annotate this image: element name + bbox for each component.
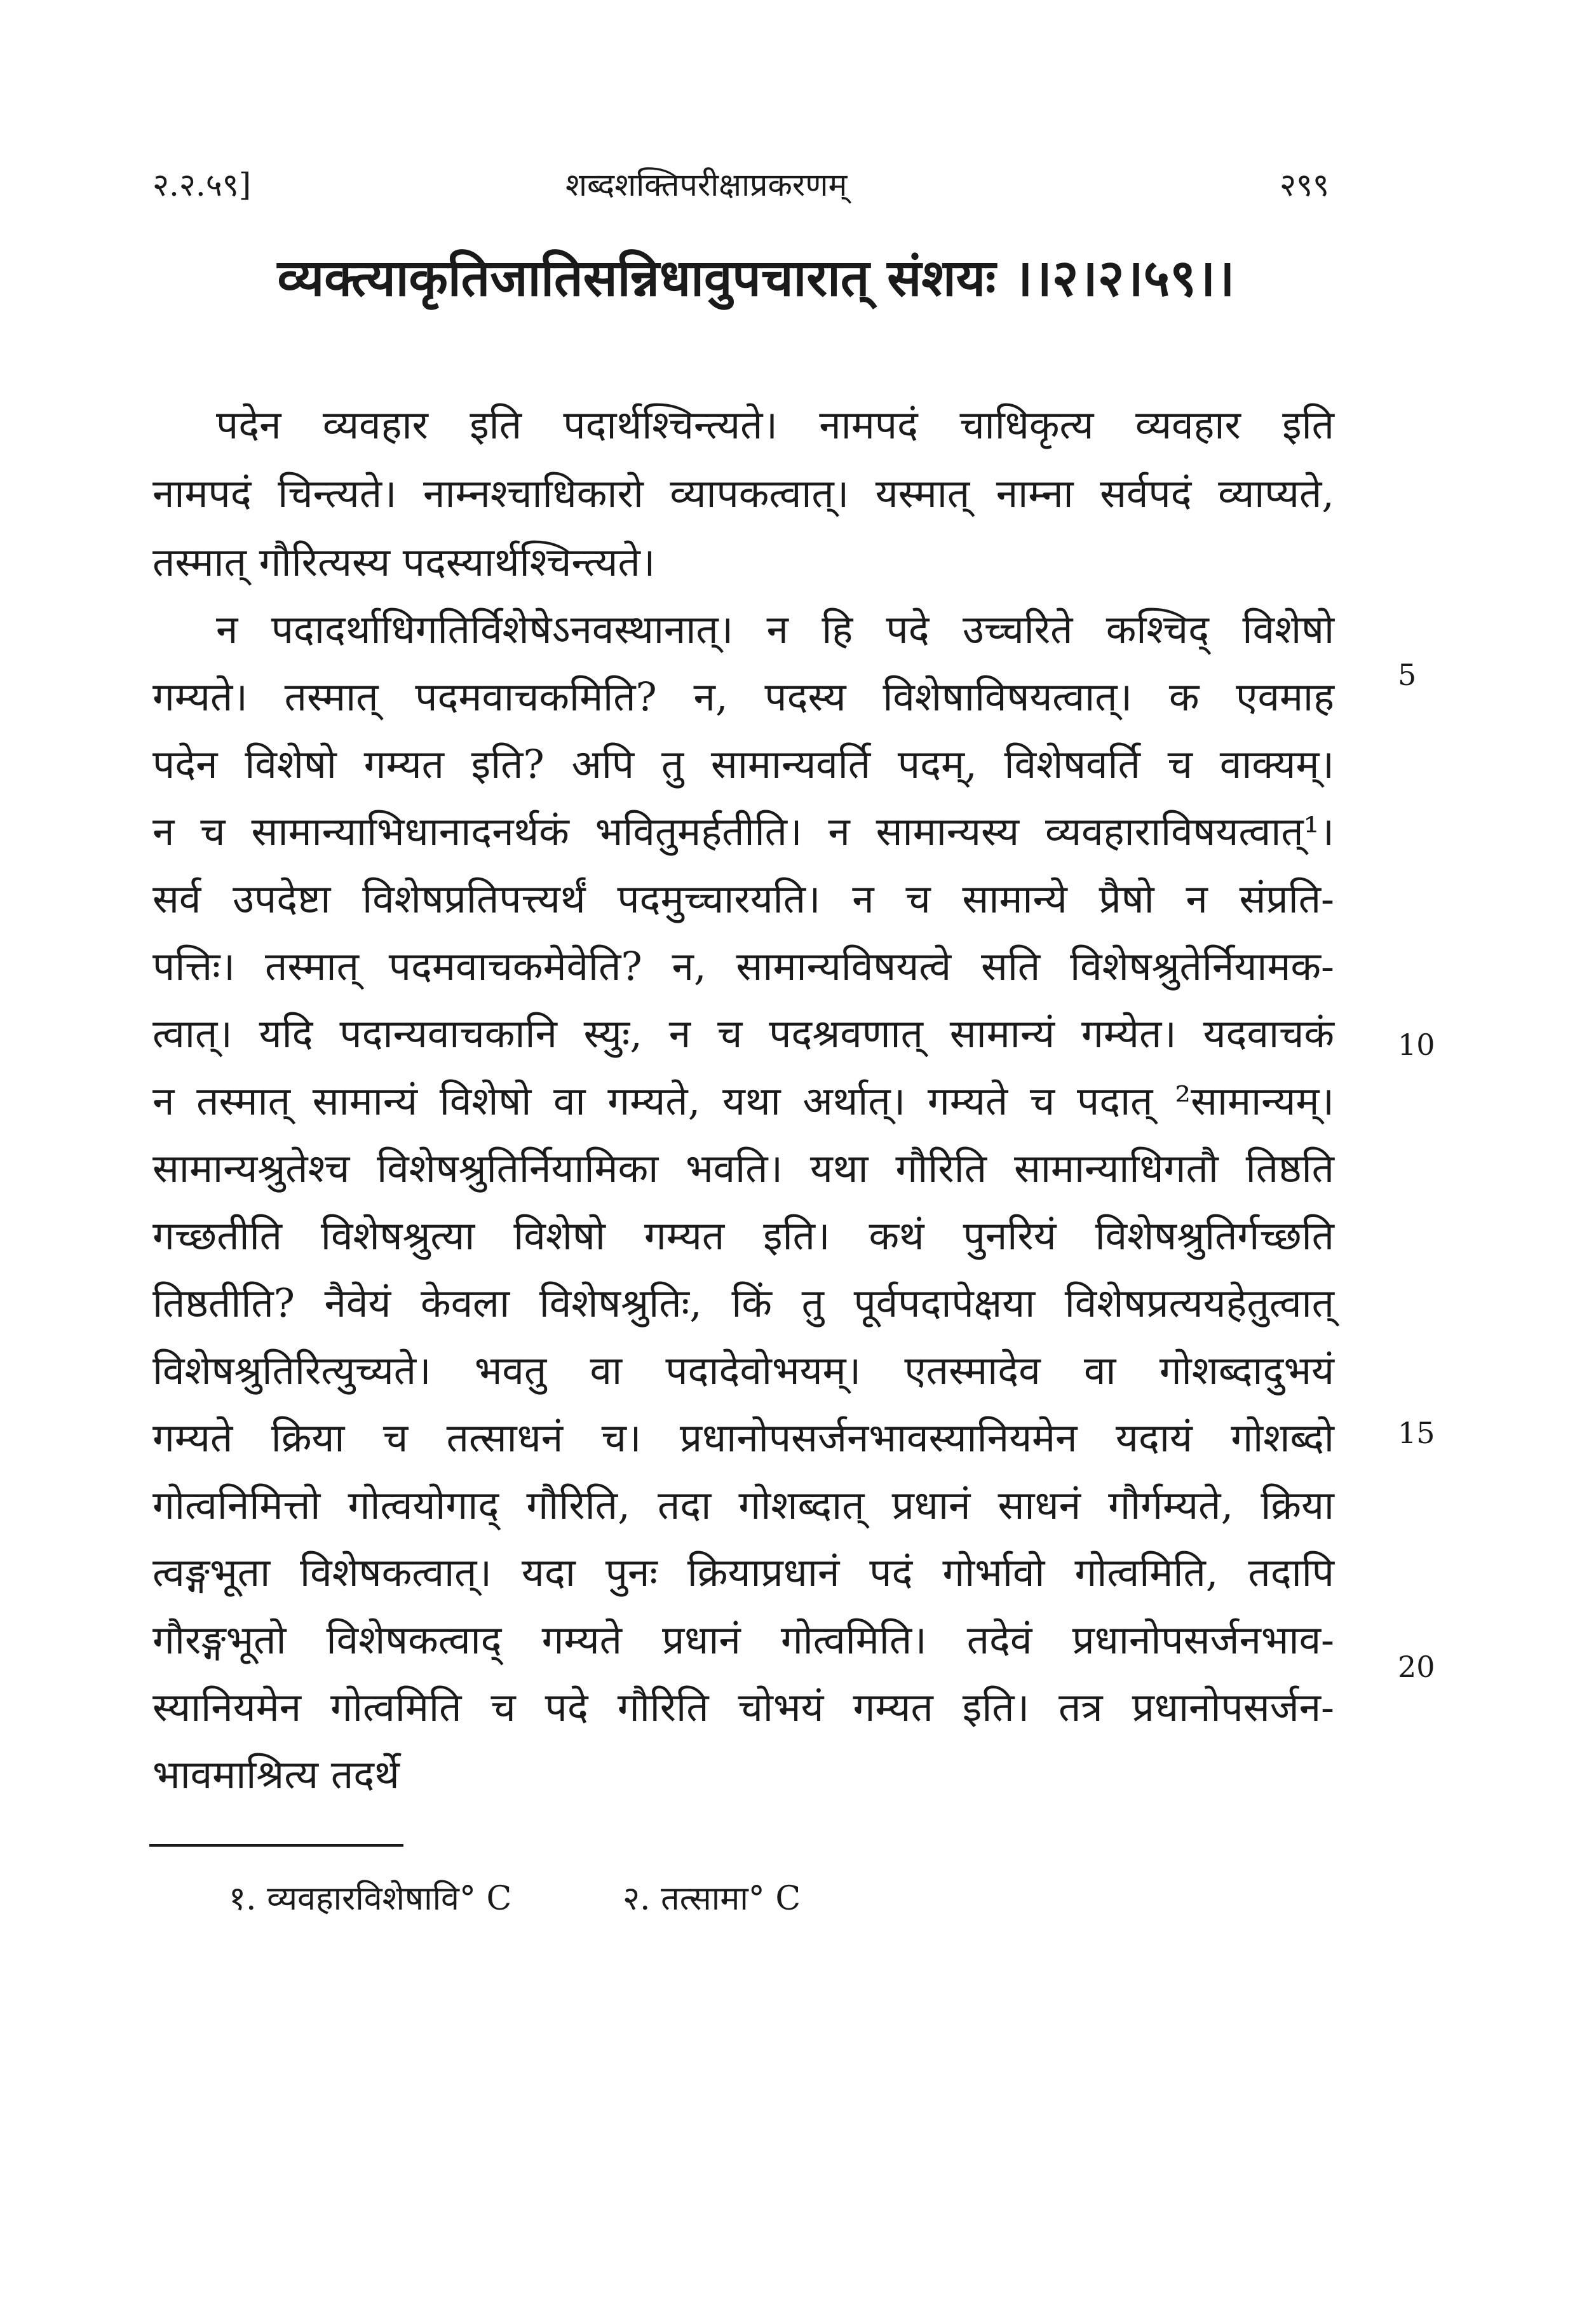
text-line-17: गोत्वनिमित्तो गोत्वयोगाद् गौरिति, तदा गोशब्दात् प्रधानं साधनं गौर्गम्यते, क्रिया (152, 1482, 1334, 1528)
text-line-14: तिष्ठतीति? नैवेयं केवला विशेषश्रुतिः, किं तु पूर्वपदापेक्षया विशेषप्रत्ययहेतुत्वात् (152, 1280, 1334, 1326)
text-line-13: गच्छतीति विशेषश्रुत्या विशेषो गम्यत इति। कथं पुनरियं विशेषश्रुतिर्गच्छति (152, 1212, 1334, 1259)
footnote-rule (149, 1844, 403, 1847)
text-line-15: विशेषश्रुतिरित्युच्यते। भवतु वा पदादेवोभयम्। एतस्मादेव वा गोशब्दादुभयं (152, 1347, 1334, 1394)
text-line-18: त्वङ्गभूता विशेषकत्वात्। यदा पुनः क्रियाप्रधानं पदं गोर्भावो गोत्वमिति, तदापि (152, 1549, 1334, 1596)
line-number-20: 20 (1398, 1650, 1435, 1684)
text-line-10: त्वात्। यदि पदान्यवाचकानि स्युः, न च पदश्रवणात् सामान्यं गम्येत। यदवाचकं (152, 1010, 1334, 1057)
line-number-10: 10 (1398, 1028, 1435, 1062)
text-line-1: पदेन व्यवहार इति पदार्थश्चिन्त्यते। नामपदं चाधिकृत्य व्यवहार इति (216, 402, 1334, 448)
footnote-1: १. व्यवहारविशेषावि° C (229, 1880, 512, 1918)
text-line-8: सर्व उपदेष्टा विशेषप्रतिपत्त्यर्थं पदमुच्चारयति। न च सामान्ये प्रैषो न संप्रति- (152, 876, 1334, 922)
footnote-2: २. तत्सामा° C (623, 1880, 801, 1918)
running-head-chapter-title: शब्दशक्तिपरीक्षाप्रकरणम् (565, 166, 848, 203)
text-line-4: न पदादर्थाधिगतिर्विशेषेऽनवस्थानात्। न हि पदे उच्चरिते कश्चिद् विशेषो (216, 606, 1334, 653)
line-number-15: 15 (1398, 1416, 1435, 1450)
sutra-heading: व्यक्त्याकृतिजातिसन्निधावुपचारात् संशयः ।।२।२।५९।। (277, 248, 1235, 308)
text-line-19: गौरङ्गभूतो विशेषकत्वाद् गम्यते प्रधानं गोत्वमिति। तदेवं प्रधानोपसर्जनभाव- (152, 1617, 1334, 1663)
text-line-16: गम्यते क्रिया च तत्साधनं च। प्रधानोपसर्जनभावस्यानियमेन यदायं गोशब्दो (152, 1415, 1334, 1461)
text-line-7: न च सामान्याभिधानादनर्थकं भवितुमर्हतीति। न सामान्यस्य व्यवहाराविषयत्वात्¹। (152, 808, 1334, 855)
page-number: २९९ (1280, 166, 1329, 203)
line-number-5: 5 (1398, 658, 1417, 692)
running-head-verse-ref: २.२.५९] (152, 166, 252, 203)
text-line-9: पत्तिः। तस्मात् पदमवाचकमेवेति? न, सामान्यविषयत्वे सति विशेषश्रुतेर्नियामक- (152, 943, 1334, 989)
text-line-12: सामान्यश्रुतेश्च विशेषश्रुतिर्नियामिका भवति। यथा गौरिति सामान्याधिगतौ तिष्ठति (152, 1145, 1334, 1192)
text-line-21: भावमाश्रित्य तदर्थे (152, 1751, 400, 1798)
text-line-2: नामपदं चिन्त्यते। नाम्नश्चाधिकारो व्यापकत्वात्। यस्मात् नाम्ना सर्वपदं व्याप्यते, (152, 470, 1334, 517)
text-line-3: तस्मात् गौरित्यस्य पदस्यार्थश्चिन्त्यते। (152, 539, 656, 585)
text-line-5: गम्यते। तस्मात् पदमवाचकमिति? न, पदस्य विशेषाविषयत्वात्। क एवमाह (152, 674, 1334, 720)
text-line-6: पदेन विशेषो गम्यत इति? अपि तु सामान्यवर्ति पदम्, विशेषवर्ति च वाक्यम्। (152, 741, 1334, 787)
text-line-20: स्यानियमेन गोत्वमिति च पदे गौरिति चोभयं गम्यत इति। तत्र प्रधानोपसर्जन- (152, 1684, 1334, 1730)
text-line-11: न तस्मात् सामान्यं विशेषो वा गम्यते, यथा अर्थात्। गम्यते च पदात् ²सामान्यम्। (152, 1078, 1334, 1124)
